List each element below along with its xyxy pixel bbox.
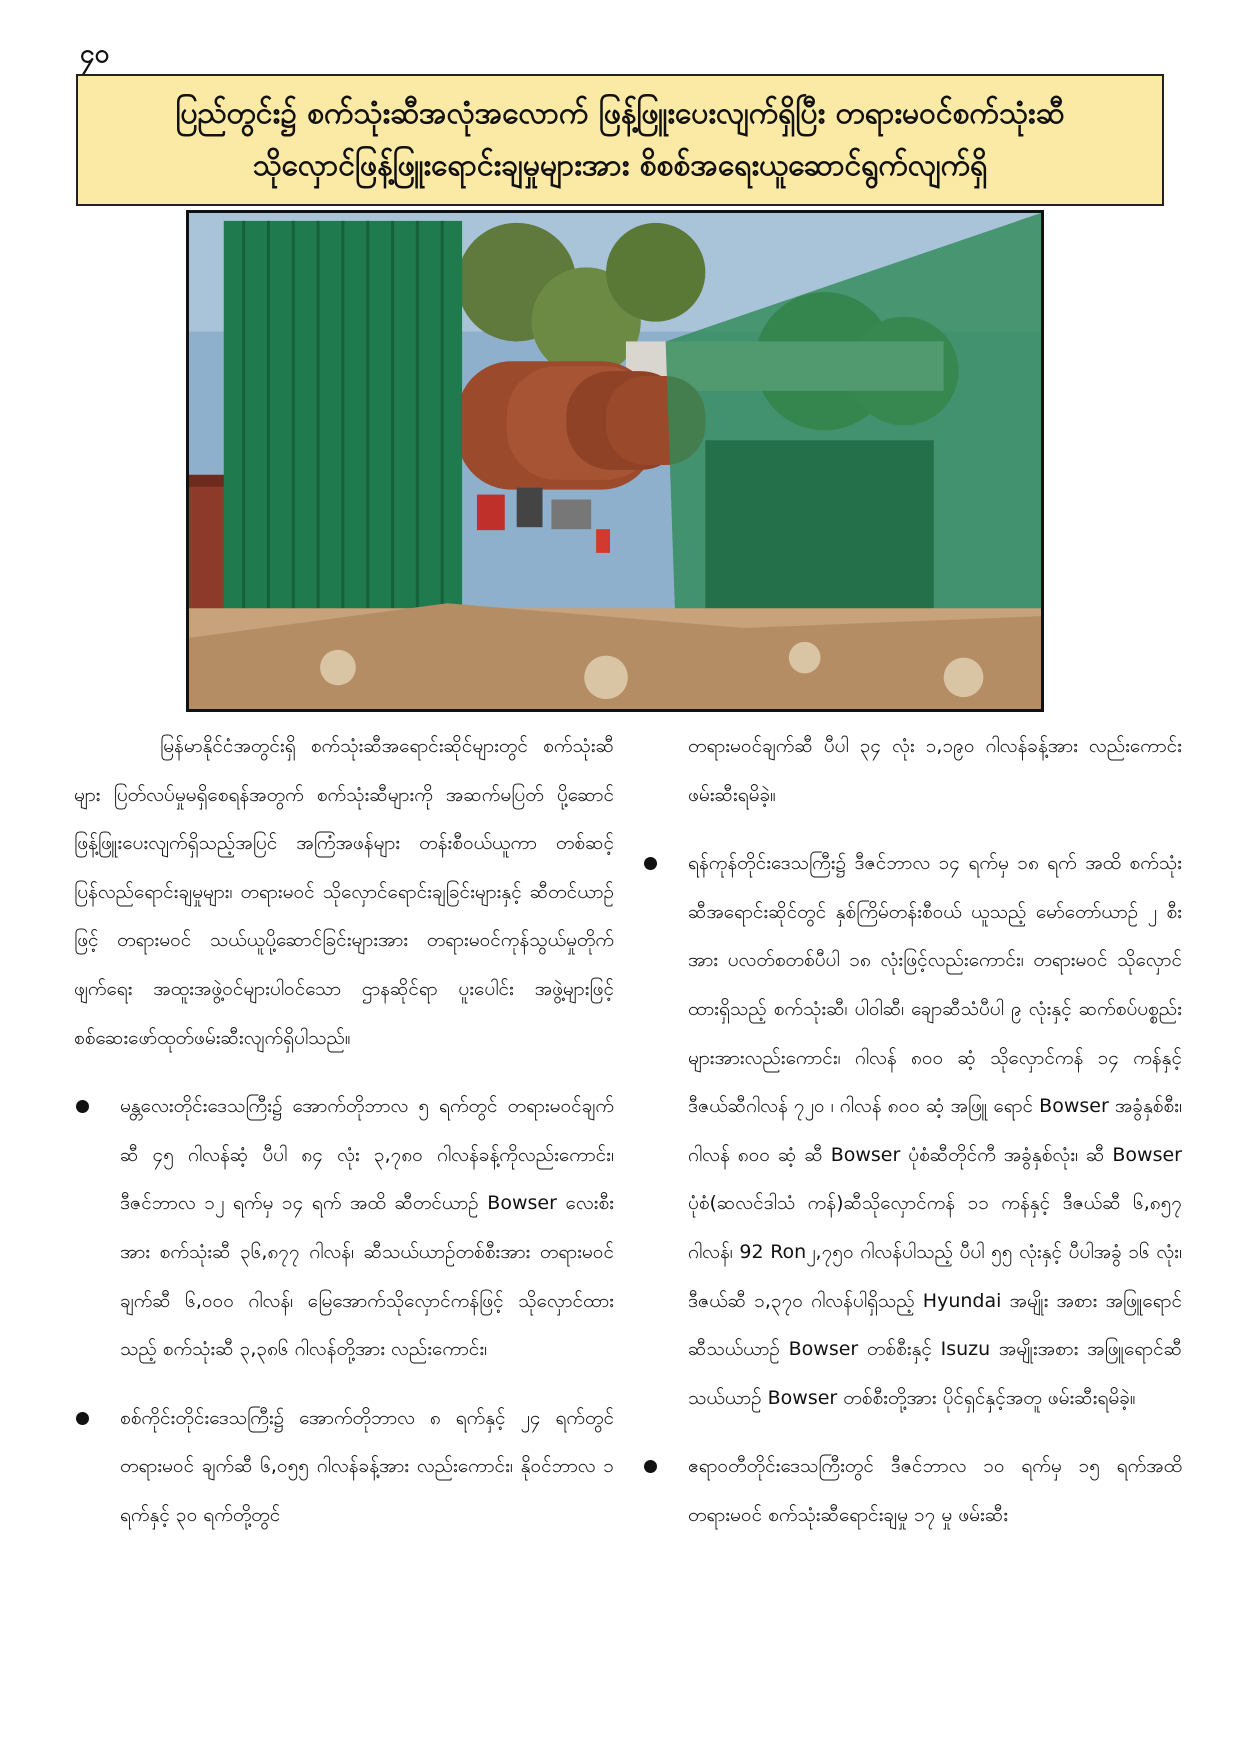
fuel-storage-site-illustration [189, 213, 1041, 709]
headline-box [76, 74, 1164, 206]
bullet-text: မန္တလေးတိုင်းဒေသကြီး၌ အောက်တိုဘာလ ၅ ရက်တွင် တရားမဝင်ချက်ဆီ ၄၅ ဂါလန်ဆံ့ ပီပါ ၈၄ လုံး ၃,၇၈၀ ဂါလန်ခန့်ကိုလည်းကောင်း၊ ဒီဇင်ဘာလ ၁၂ ရက်မှ ၁၄ ရက် အထိ ဆီတင်ယာဉ် Bowser လေးစီးအား စက်သုံးဆီ ၃၆,၈၇၇ ဂါလန်၊ ဆီသယ်ယာဉ်တစ်စီးအား တရားမဝင် ချက်ဆီ ၆,၀၀၀ ဂါလန်၊ မြေအောက်သိုလှောင်ကန်ဖြင့် သိုလှောင်ထားသည့် စက်သုံးဆီ ၃,၃၈၆ ဂါလန်တို့အား လည်းကောင်း၊ [120, 1095, 614, 1361]
right-column [642, 722, 1182, 1540]
list-item [642, 839, 1182, 1422]
bullet-icon [644, 857, 657, 870]
headline-line-1: ပြည်တွင်း၌ စက်သုံးဆီအလုံအလောက် ဖြန့်ဖြူးပေးလျက်ရှိပြီး တရားမဝင်စက်သုံးဆီ [175, 96, 1065, 131]
list-item [74, 1394, 614, 1540]
page-number: ၄၀ [80, 39, 110, 69]
headline-line-2: သိုလှောင်ဖြန့်ဖြူးရောင်းချမှုများအား စိစစ်အရေးယူဆောင်ရွက်လျက်ရှိ [252, 148, 988, 183]
green-metal-fence [224, 221, 462, 656]
bullet-text: ဧရာဝတီတိုင်းဒေသကြီးတွင် ဒီဇင်ဘာလ ၁၀ ရက်မှ ၁၅ ရက်အထိ တရားမဝင် စက်သုံးဆီရောင်းချမှု ၁၇ မှု ဖမ်းဆီး [688, 1455, 1182, 1526]
bullet-icon [644, 1460, 657, 1473]
left-column [74, 722, 614, 1540]
continuation-paragraph: တရားမဝင်ချက်ဆီ ပီပါ ၃၄ လုံး ၁,၁၉၀ ဂါလန်ခန့်အား လည်းကောင်း ဖမ်းဆီးရမိခဲ့။ [688, 735, 1182, 806]
bullet-text: စစ်ကိုင်းတိုင်းဒေသကြီး၌ အောက်တိုဘာလ ၈ ရက်နှင့် ၂၄ ရက်တွင် တရားမဝင် ချက်ဆီ ၆,၀၅၅ ဂါလန်ခန့်အား လည်းကောင်း၊ နိုဝင်ဘာလ ၁ ရက်နှင့် ၃၀ ရက်တို့တွင် [120, 1406, 614, 1526]
list-item [74, 1082, 614, 1374]
bullet-icon [76, 1412, 89, 1425]
bullet-icon [76, 1100, 89, 1113]
intro-paragraph: မြန်မာနိုင်ငံအတွင်းရှိ စက်သုံးဆီအရောင်းဆိုင်များတွင် စက်သုံးဆီများ ပြတ်လပ်မှုမရှိစေရန်အတွက် စက်သုံးဆီများကို အဆက်မပြတ် ပို့ဆောင်ဖြန့်ဖြူးပေးလျက်ရှိသည့်အပြင် အကြံအဖန်များ တန်းစီဝယ်ယူကာ တစ်ဆင့်ပြန်လည်ရောင်းချမှုများ၊ တရားမဝင် သိုလှောင်ရောင်းချခြင်းများနှင့် ဆီတင်ယာဉ်ဖြင့် တရားမဝင် သယ်ယူပို့ဆောင်ခြင်းများအား တရားမဝင်ကုန်သွယ်မှုတိုက် ဖျက်ရေး အထူးအဖွဲ့ဝင်များပါဝင်သော ဌာနဆိုင်ရာ ပူးပေါင်း အဖွဲ့များဖြင့် စစ်ဆေးဖော်ထုတ်ဖမ်းဆီးလျက်ရှိပါသည်။ [74, 735, 614, 1049]
news-photo [186, 210, 1044, 712]
list-item [642, 1442, 1182, 1539]
bullet-text: ရန်ကုန်တိုင်းဒေသကြီး၌ ဒီဇင်ဘာလ ၁၄ ရက်မှ ၁၈ ရက် အထိ စက်သုံးဆီအရောင်းဆိုင်တွင် နှစ်ကြိမ်တန်းစီဝယ် ယူသည့် မော်တော်ယာဉ် ၂ စီးအား ပလတ်စတစ်ပီပါ ၁၈ လုံးဖြင့်လည်းကောင်း၊ တရားမဝင် သိုလှောင်ထားရှိသည့် စက်သုံးဆီ၊ ပါဝါဆီ၊ ချောဆီသံပီပါ ၉ လုံးနှင့် ဆက်စပ်ပစ္စည်း များအားလည်းကောင်း၊ ဂါလန် ၈၀၀ ဆံ့ သိုလှောင်ကန် ၁၄ ကန်နှင့် ဒီဇယ်ဆီဂါလန် ၇၂၀ ၊ ဂါလန် ၈၀၀ ဆံ့ အဖြူ ရောင် Bowser အခွံနှစ်စီး၊ ဂါလန် ၈၀၀ ဆံ့ ဆီ Bowser ပုံစံဆီတိုင်ကီ အခွံနှစ်လုံး၊ ဆီ Bowser ပုံစံ(ဆလင်ဒါသံ ကန်)ဆီသိုလှောင်ကန် ၁၁ ကန်နှင့် ဒီဇယ်ဆီ ၆,၈၅၇ ဂါလန်၊ 92 Ron၂,၇၅၀ ဂါလန်ပါသည့် ပီပါ ၅၅ လုံးနှင့် ပီပါအခွံ ၁၆ လုံး၊ ဒီဇယ်ဆီ ၁,၃၇၀ ဂါလန်ပါရှိသည့် Hyundai အမျိုး အစား အဖြူရောင်ဆီသယ်ယာဉ် Bowser တစ်စီးနှင့် Isuzu အမျိုးအစား အဖြူရောင်ဆီသယ်ယာဉ် Bowser တစ်စီးတို့အား ပိုင်ရှင်နှင့်အတူ ဖမ်းဆီးရမိခဲ့။ [688, 852, 1182, 1409]
